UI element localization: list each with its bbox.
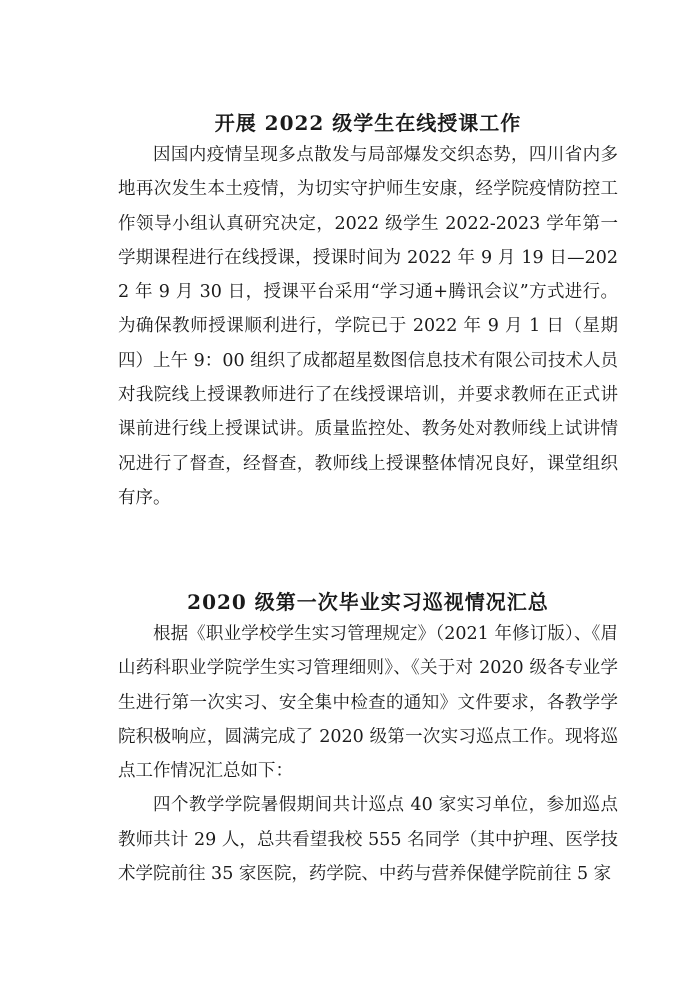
section-paragraph: 四个教学学院暑假期间共计巡点 40 家实习单位，参加巡点教师共计 29 人，总共看望我校 555 名同学（其中护理、医学技术学院前往 35 家医院，药学院、中药与营养保健学院前往 5 家 <box>118 795 618 885</box>
section-internship-inspection <box>118 587 618 891</box>
section-title: 开展 2022 级学生在线授课工作 <box>214 111 522 135</box>
section-online-teaching <box>118 108 618 515</box>
section-paragraph: 根据《职业学校学生实习管理规定》（2021 年修订版）、《眉山药科职业学院学生实习管理细则》、《关于对 2020 级各专业学生进行第一次实习、安全集中检查的通知》文件要求，各教学学院积极响应，圆满完成了 2020 级第一次实习巡点工作。现将巡点工作情况汇总如下： <box>118 624 618 782</box>
section-paragraph: 因国内疫情呈现多点散发与局部爆发交织态势，四川省内多地再次发生本土疫情，为切实守护师生安康，经学院疫情防控工作领导小组认真研究决定，2022 级学生 2022-2023 学年第一学期课程进行在线授课，授课时间为 2022 年 9 月 19 日—2022 年 9 月 30 日，授课平台采用“学习通+腾讯会议”方式进行。为确保教师授课顺利进行，学院已于 2022 年 9 月 1 日（星期四）上午 9：00 组织了成都超星数图信息技术有限公司技术人员对我院线上授课教师进行了在线授课培训，并要求教师在正式讲课前进行线上授课试讲。质量监控处、教务处对教师线上试讲情况进行了督查，经督查，教师线上授课整体情况良好，课堂组织有序。 <box>118 145 618 508</box>
section-title: 2020 级第一次毕业实习巡视情况汇总 <box>187 590 549 614</box>
